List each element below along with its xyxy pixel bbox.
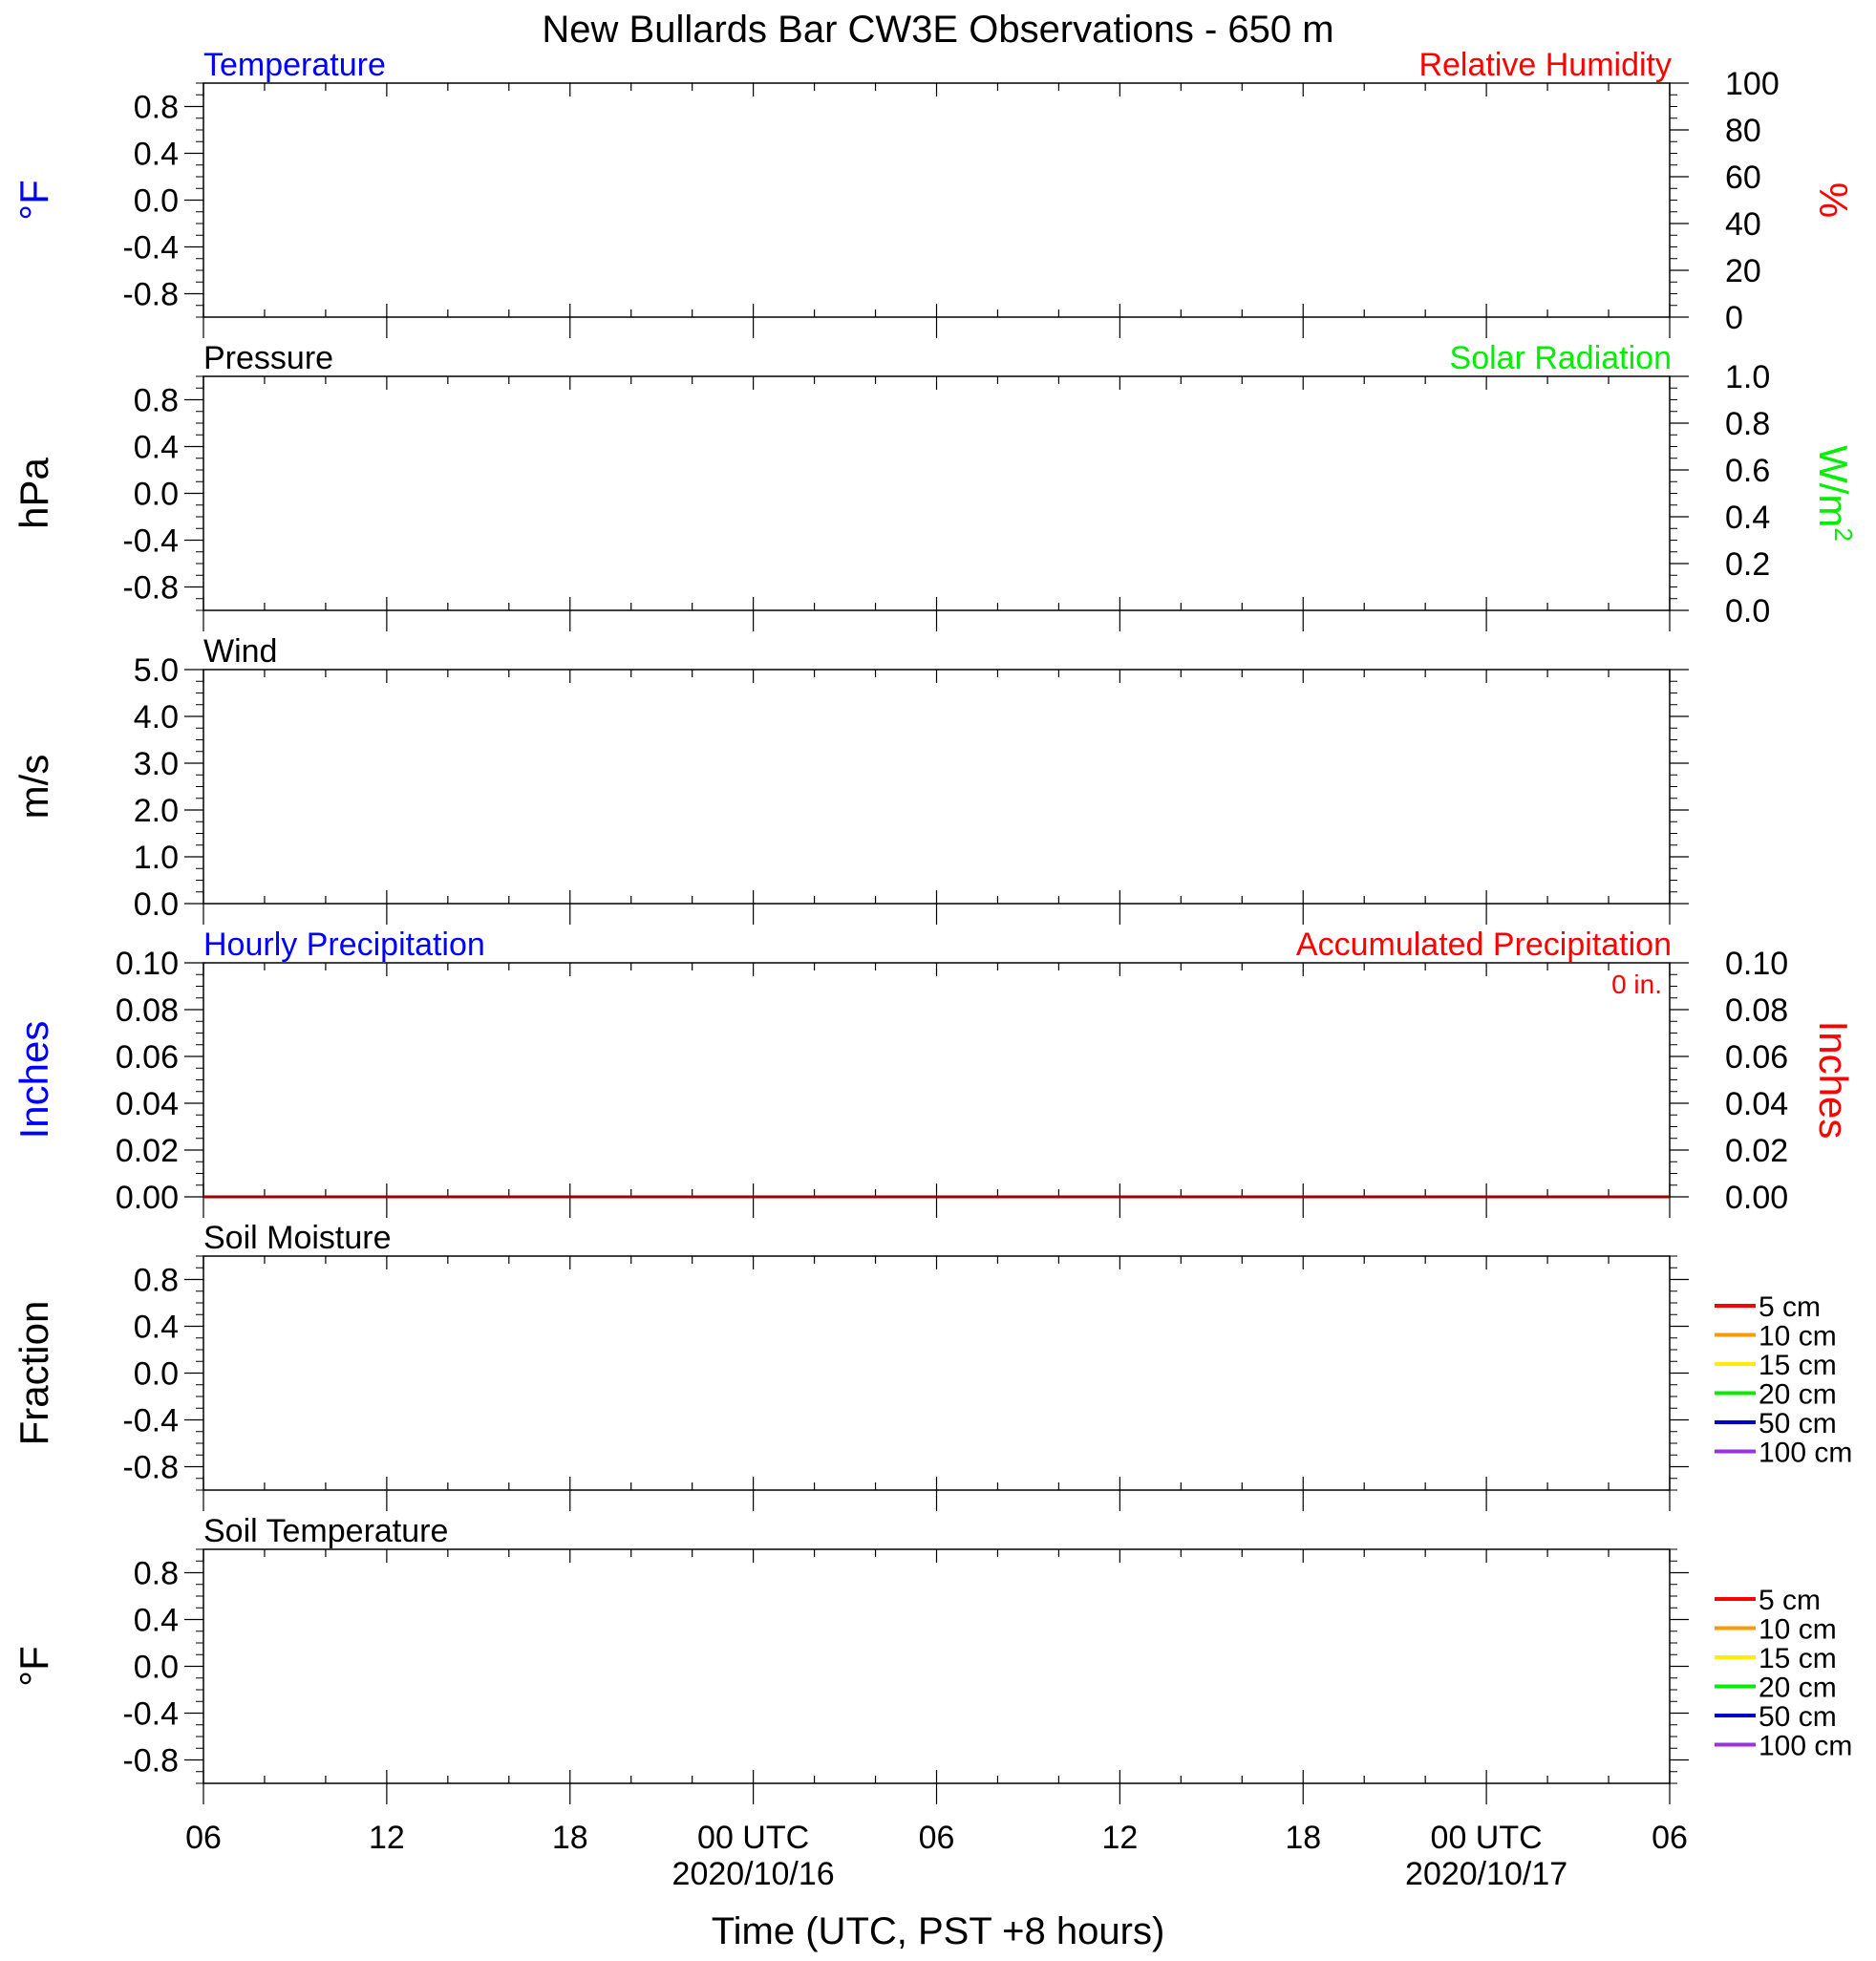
y-tick-label: 0.0 bbox=[133, 476, 179, 513]
panel-right-title: Relative Humidity bbox=[1418, 47, 1672, 83]
y2-tick-label: 0.8 bbox=[1725, 406, 1771, 442]
plot-frame bbox=[203, 1256, 1670, 1490]
legend-label: 50 cm bbox=[1759, 1408, 1837, 1439]
y-axis-label: hPa bbox=[11, 458, 56, 529]
panel-wind bbox=[11, 633, 1689, 925]
y2-tick-label: 80 bbox=[1725, 113, 1761, 149]
y-tick-label: 5.0 bbox=[133, 652, 179, 689]
panel-left-title: Temperature bbox=[203, 47, 386, 83]
y2-axis-label bbox=[1811, 182, 1856, 218]
y-tick-label: 0.08 bbox=[115, 992, 179, 1029]
y-tick-label: -0.4 bbox=[122, 522, 179, 560]
legend-label: 5 cm bbox=[1759, 1585, 1822, 1616]
y2-tick-label: 0.2 bbox=[1725, 546, 1771, 583]
panel-left-title: Wind bbox=[203, 633, 278, 670]
y-tick-label: -0.4 bbox=[122, 1402, 179, 1439]
y-tick-label: -0.8 bbox=[122, 276, 179, 313]
plot-frame bbox=[203, 670, 1670, 904]
panel-left-title: Pressure bbox=[203, 340, 334, 376]
x-tick-sublabel: 2020/10/17 bbox=[1405, 1856, 1568, 1892]
x-tick-label: 06 bbox=[185, 1820, 222, 1856]
y-tick-label: -0.4 bbox=[122, 1695, 179, 1733]
panel-left-title: Soil Temperature bbox=[203, 1513, 449, 1549]
x-tick-label: 00 UTC bbox=[697, 1820, 810, 1856]
panel-soil-temperature bbox=[11, 1513, 1852, 1804]
y-tick-label: 0.4 bbox=[133, 429, 179, 466]
x-axis-title: Time (UTC, PST +8 hours) bbox=[711, 1910, 1165, 1952]
y2-tick-label: 100 bbox=[1725, 66, 1780, 102]
legend-label: 10 cm bbox=[1759, 1613, 1837, 1646]
y2-tick-label: 0 bbox=[1725, 300, 1743, 336]
y2-axis-label-text: % bbox=[1811, 181, 1856, 219]
y2-tick-label: 0.08 bbox=[1725, 992, 1789, 1029]
y2-tick-label: 0.04 bbox=[1725, 1086, 1789, 1122]
plot-frame bbox=[203, 963, 1670, 1197]
y-tick-label: 0.0 bbox=[133, 182, 179, 220]
panel-left-title: Hourly Precipitation bbox=[203, 927, 485, 963]
x-tick-label: 12 bbox=[1101, 1820, 1139, 1856]
chart-title: New Bullards Bar CW3E Observations - 650 m bbox=[542, 9, 1334, 51]
y-axis-label: °F bbox=[11, 180, 56, 221]
y-axis-label: Inches bbox=[11, 1020, 56, 1140]
y2-tick-label: 0.06 bbox=[1725, 1039, 1789, 1076]
x-tick-label: 18 bbox=[1285, 1820, 1322, 1856]
y-tick-label: 1.0 bbox=[133, 840, 179, 876]
legend-label: 10 cm bbox=[1759, 1320, 1837, 1353]
plot-frame bbox=[203, 1549, 1670, 1783]
y-tick-label: 0.8 bbox=[133, 1262, 179, 1299]
legend-label: 5 cm bbox=[1759, 1291, 1822, 1323]
y-tick-label: 0.4 bbox=[133, 1602, 179, 1639]
y2-axis-label bbox=[1811, 1021, 1856, 1140]
y-tick-label: 0.06 bbox=[115, 1039, 179, 1076]
y-tick-label: 0.0 bbox=[133, 1649, 179, 1686]
legend-label: 15 cm bbox=[1759, 1350, 1837, 1381]
y-tick-label: 0.0 bbox=[133, 886, 179, 923]
legend-label: 100 cm bbox=[1759, 1437, 1853, 1469]
panel-right-title: Accumulated Precipitation bbox=[1295, 927, 1672, 963]
y2-tick-label: 0.10 bbox=[1725, 946, 1789, 982]
panel-temperature-rh bbox=[11, 47, 1856, 338]
plot-frame bbox=[203, 376, 1670, 610]
x-tick-label: 00 UTC bbox=[1430, 1820, 1543, 1856]
y-tick-label: -0.4 bbox=[122, 229, 179, 266]
y-tick-label: 4.0 bbox=[133, 699, 179, 735]
y-tick-label: -0.8 bbox=[122, 1742, 179, 1780]
y-tick-label: 0.10 bbox=[115, 946, 179, 982]
y-tick-label: 0.02 bbox=[115, 1133, 179, 1169]
y2-tick-label: 0.00 bbox=[1725, 1180, 1789, 1216]
panel-pressure-solar bbox=[11, 340, 1858, 631]
x-axis-labels bbox=[185, 1820, 1688, 1892]
y-tick-label: 0.4 bbox=[133, 136, 179, 173]
y2-tick-label: 0.4 bbox=[1725, 500, 1771, 536]
y2-tick-label: 0.6 bbox=[1725, 453, 1771, 489]
y-tick-label: 0.00 bbox=[115, 1180, 179, 1216]
y-tick-label: -0.8 bbox=[122, 569, 179, 607]
y-axis-label: Fraction bbox=[11, 1300, 56, 1446]
y-tick-label: 0.4 bbox=[133, 1309, 179, 1346]
y-tick-label: 0.0 bbox=[133, 1355, 179, 1393]
x-tick-label: 06 bbox=[1652, 1820, 1688, 1856]
y-axis-label: m/s bbox=[11, 754, 56, 820]
y-tick-label: 3.0 bbox=[133, 746, 179, 782]
y-tick-label: 0.04 bbox=[115, 1086, 179, 1122]
y-tick-label: -0.8 bbox=[122, 1449, 179, 1486]
x-tick-label: 06 bbox=[918, 1820, 955, 1856]
legend-label: 100 cm bbox=[1759, 1730, 1853, 1762]
y-tick-label: 0.8 bbox=[133, 1555, 179, 1592]
legend-label: 15 cm bbox=[1759, 1643, 1837, 1674]
y2-tick-label: 60 bbox=[1725, 160, 1761, 196]
y-axis-label: °F bbox=[11, 1646, 56, 1687]
y2-axis-label-text: W/m bbox=[1811, 445, 1856, 528]
y2-tick-label: 1.0 bbox=[1725, 359, 1771, 395]
panels-group bbox=[11, 47, 1858, 1804]
y2-axis-label-sup: 2 bbox=[1829, 527, 1858, 542]
legend-label: 20 cm bbox=[1759, 1672, 1837, 1704]
y2-tick-label: 0.0 bbox=[1725, 593, 1771, 629]
y-tick-label: 0.8 bbox=[133, 89, 179, 126]
panel-right-title: Solar Radiation bbox=[1449, 340, 1672, 376]
x-tick-label: 12 bbox=[368, 1820, 405, 1856]
y2-tick-label: 0.02 bbox=[1725, 1133, 1789, 1169]
x-tick-sublabel: 2020/10/16 bbox=[672, 1856, 835, 1892]
y2-axis-label bbox=[1811, 445, 1858, 542]
panel-precipitation bbox=[11, 927, 1856, 1218]
legend-label: 20 cm bbox=[1759, 1378, 1837, 1411]
y2-axis-label-text: Inches bbox=[1811, 1020, 1856, 1140]
y2-tick-label: 40 bbox=[1725, 206, 1761, 243]
y-tick-label: 0.8 bbox=[133, 382, 179, 419]
legend-label: 50 cm bbox=[1759, 1701, 1837, 1733]
panel-left-title: Soil Moisture bbox=[203, 1220, 392, 1256]
panel-soil-moisture bbox=[11, 1220, 1852, 1511]
panel-annotation: 0 in. bbox=[1611, 970, 1662, 999]
x-tick-label: 18 bbox=[551, 1820, 588, 1856]
y-tick-label: 2.0 bbox=[133, 793, 179, 829]
y2-tick-label: 20 bbox=[1725, 253, 1761, 289]
plot-frame bbox=[203, 83, 1670, 317]
